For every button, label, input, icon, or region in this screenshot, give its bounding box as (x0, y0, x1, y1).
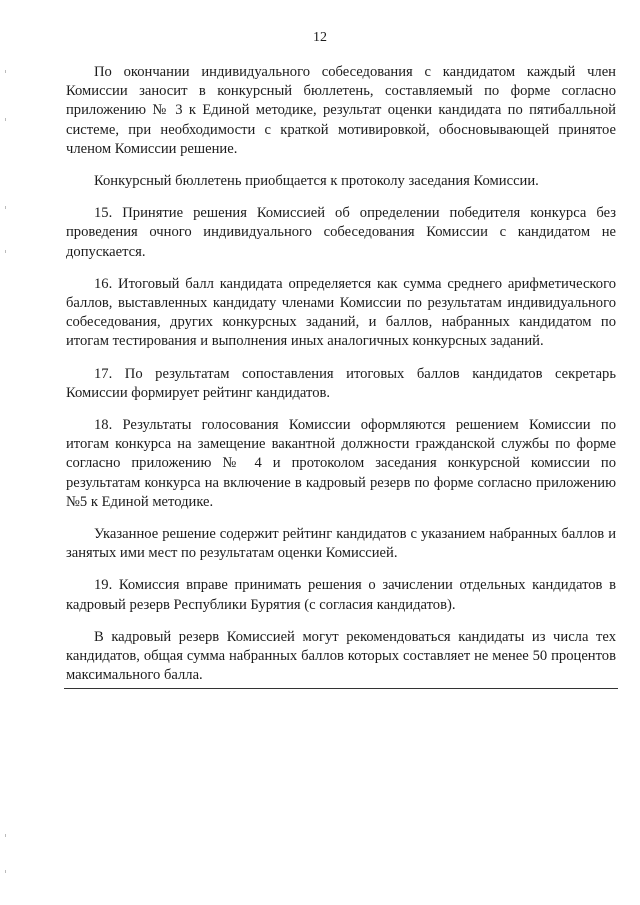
paragraph-item-18: 18. Результаты голосования Комиссии оформляются решением Комиссии по итогам конкурса на замещение вакантной должности гражданской службы по форме согласно приложению № 4 и протоколом заседания конкурсной комиссии по результатам конкурса на включение в кадровый резерв по форме согласно приложению №5 к Единой методике. (66, 417, 616, 510)
scan-margin-mark (5, 870, 6, 873)
scan-margin-mark (5, 70, 6, 73)
paragraph-reserve-recommendation: В кадровый резерв Комиссией могут рекомендоваться кандидаты из числа тех кандидатов, общая сумма набранных баллов которых составляет не менее 50 процентов максимального балла. (66, 628, 616, 684)
scan-margin-mark (5, 250, 6, 253)
paragraph-item-19: 19. Комиссия вправе принимать решения о зачислении отдельных кандидатов в кадровый резерв Республики Бурятия (с согласия кандидатов). (66, 577, 616, 613)
paragraph-item-17: 17. По результатам сопоставления итоговых баллов кандидатов секретарь Комиссии формирует рейтинг кандидатов. (66, 365, 616, 401)
paragraph-item-15: 15. Принятие решения Комиссией об определении победителя конкурса без проведения очного индивидуального собеседования Комиссии с кандидатом не допускается. (66, 205, 616, 260)
scan-margin-mark (5, 206, 6, 209)
footer-separator-line (64, 688, 618, 689)
page-number: 12 (313, 30, 327, 45)
scan-margin-mark (5, 834, 6, 837)
paragraph-item-16: 16. Итоговый балл кандидата определяется как сумма среднего арифметического баллов, выставленных кандидату членами Комиссии по результатам индивидуального собеседования, других конкурсных заданий, и баллов, набранных кандидатом по итогам тестирования и выполнения иных аналогичных конкурсных заданий. (66, 275, 616, 350)
document-body (66, 63, 616, 698)
paragraph-decision-rating: Указанное решение содержит рейтинг кандидатов с указанием набранных баллов и занятых ими мест по результатам оценки Комиссией. (66, 526, 616, 562)
scan-margin-mark (5, 118, 6, 121)
paragraph-bulletin-attached: Конкурсный бюллетень приобщается к протоколу заседания Комиссии. (94, 173, 539, 190)
paragraph-bulletin-entry: По окончании индивидуального собеседования с кандидатом каждый член Комиссии заносит в конкурсный бюллетень, составляемый по форме согласно приложению № 3 к Единой методике, результат оценки кандидата по пятибалльной системе, при необходимости с краткой мотивировкой, обосновывающей принятое членом Комиссии решение. (66, 64, 616, 157)
